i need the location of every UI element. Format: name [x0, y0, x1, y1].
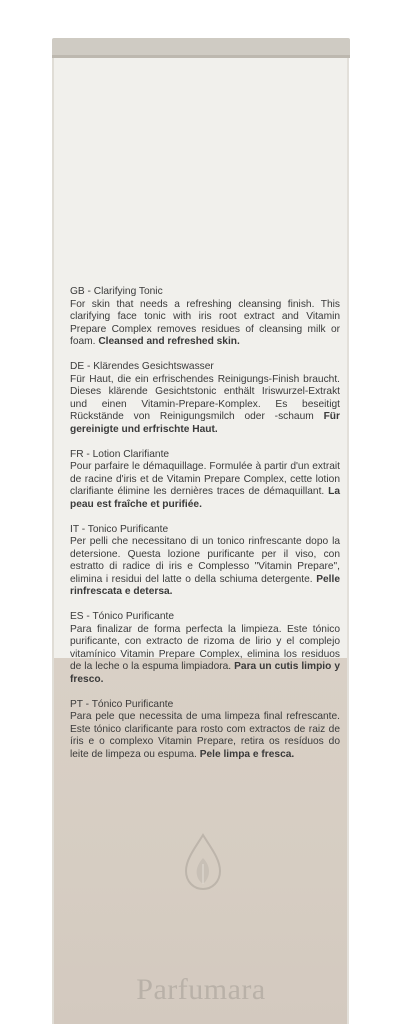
- section-de: [70, 361, 340, 437]
- section-body: Per pelli che necessitano di un tonico rinfrescante dopo la detersione. Questa lozione purificante per il viso, con estratto di radice di iris e Complesso "Vitamin Prepare", elimina i residui del latte o della schiuma detergente.: [70, 536, 340, 585]
- section-pt: [70, 699, 340, 762]
- section-es: [70, 611, 340, 687]
- section-heading: ES - Tónico Purificante: [70, 611, 174, 623]
- section-heading: DE - Klärendes Gesichtswasser: [70, 360, 214, 372]
- section-heading: PT - Tónico Purificante: [70, 698, 174, 710]
- drop-leaf-icon: [181, 832, 225, 892]
- section-emphasis: Cleansed and refreshed skin.: [98, 336, 240, 348]
- section-emphasis: Für gereinigte und erfrischte Haut.: [70, 411, 340, 435]
- section-heading: GB - Clarifying Tonic: [70, 286, 163, 297]
- section-fr: [70, 449, 340, 512]
- section-body: Pour parfaire le démaquillage. Formulée à partir d'un extrait de racine d'iris et de Vitamin Prepare Complex, cette lotion clarifiante élimine les dernières traces de démaquillant.: [70, 461, 340, 498]
- section-emphasis: La peau est fraîche et purifiée.: [70, 486, 340, 510]
- box-top-flap: [52, 38, 350, 58]
- section-gb: [70, 286, 340, 349]
- section-body: Para pele que necessita de uma limpeza final refrescante. Este tónico clarificante para rosto com extractos de raiz de íris e o complexo Vitamin Prepare, retira os resíduos do leite de limpeza ou espuma.: [70, 711, 340, 760]
- section-heading: FR - Lotion Clarifiante: [70, 448, 170, 460]
- section-it: [70, 524, 340, 600]
- box-edge-right: [347, 58, 349, 1024]
- section-emphasis: Pele limpa e fresca.: [199, 749, 295, 760]
- box-edge-left: [52, 58, 54, 1024]
- section-body: For skin that needs a refreshing cleansing finish. This clarifying face tonic with iris root extract and Vitamin Prepare Complex removes residues of cleansing milk or foam.: [70, 298, 340, 348]
- section-body: Para finalizar de forma perfecta la limpieza. Este tónico purificante, con extracto de rizoma de lirio y el complejo vitamínico Vitamin Prepare Complex, elimina los residuos de la leche o la espuma limpiadora.: [70, 623, 340, 673]
- section-emphasis: Pelle rinfrescata e detersa.: [70, 573, 340, 598]
- brand-watermark: Parfumara: [136, 973, 266, 1006]
- section-heading: IT - Tonico Purificante: [70, 523, 169, 535]
- product-description-column: [70, 286, 340, 774]
- section-body: Für Haut, die ein erfrischendes Reinigungs-Finish braucht. Dieses klärende Gesichtstonic enthält Iriswurzel-Extrakt und einen Vitamin-Prepare-Komplex. Es beseitigt Rückstände von Reinigungsmilch oder -schaum: [70, 373, 340, 423]
- section-emphasis: Para un cutis limpio y fresco.: [70, 661, 340, 686]
